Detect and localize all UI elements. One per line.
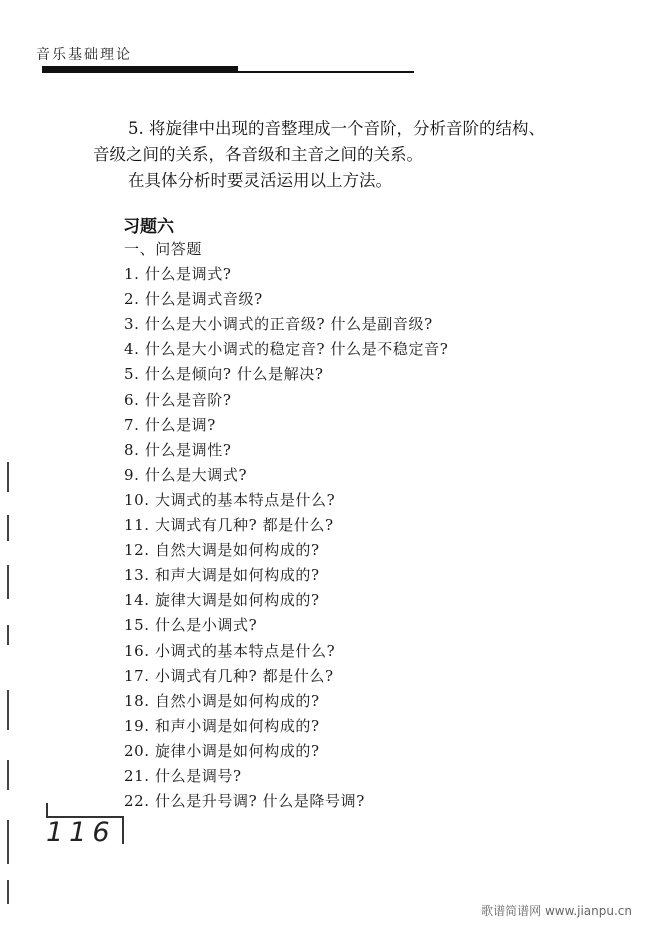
question-item: 5. 什么是倾向? 什么是解决?: [124, 365, 324, 383]
header-rule-thin: [42, 71, 414, 73]
scan-edge-mark: [7, 462, 9, 492]
scan-edge-mark: [7, 625, 9, 645]
question-item: 16. 小调式的基本特点是什么?: [124, 642, 336, 660]
question-item: 21. 什么是调号?: [124, 767, 242, 785]
question-item: 13. 和声大调是如何构成的?: [124, 566, 320, 584]
question-item: 10. 大调式的基本特点是什么?: [124, 491, 336, 509]
scan-edge-mark: [7, 760, 9, 790]
scan-edge-mark: [7, 820, 9, 864]
question-item: 14. 旋律大调是如何构成的?: [124, 591, 320, 609]
question-item: 22. 什么是升号调? 什么是降号调?: [124, 792, 365, 810]
question-item: 20. 旋律小调是如何构成的?: [124, 742, 320, 760]
question-item: 17. 小调式有几种? 都是什么?: [124, 667, 334, 685]
page-corner-tick: [122, 818, 124, 844]
running-header: 音乐基础理论: [36, 47, 132, 63]
question-item: 7. 什么是调?: [124, 416, 216, 434]
question-item: 9. 什么是大调式?: [124, 466, 248, 484]
scan-edge-mark: [7, 880, 9, 904]
question-item: 3. 什么是大小调式的正音级? 什么是副音级?: [124, 315, 433, 333]
question-item: 4. 什么是大小调式的稳定音? 什么是不稳定音?: [124, 340, 449, 358]
scan-edge-mark: [7, 515, 9, 541]
question-item: 2. 什么是调式音级?: [124, 290, 263, 308]
question-item: 11. 大调式有几种? 都是什么?: [124, 516, 334, 534]
question-item: 18. 自然小调是如何构成的?: [124, 692, 320, 710]
section-title: 习题六: [123, 217, 174, 237]
scan-edge-mark: [7, 565, 9, 599]
question-item: 12. 自然大调是如何构成的?: [124, 541, 320, 559]
scan-edge-mark: [7, 690, 9, 730]
section-subtitle: 一、问答题: [124, 240, 203, 258]
question-item: 6. 什么是音阶?: [124, 391, 232, 409]
page-corner-mark: [46, 803, 48, 817]
paragraph-line-1: 5. 将旋律中出现的音整理成一个音阶，分析音阶的结构、: [128, 119, 545, 138]
page-number: 116: [46, 817, 116, 848]
question-item: 15. 什么是小调式?: [124, 616, 258, 634]
paragraph-line-3: 在具体分析时要灵活运用以上方法。: [128, 171, 392, 190]
paragraph-line-2: 音级之间的关系，各音级和主音之间的关系。: [93, 145, 423, 164]
question-item: 8. 什么是调性?: [124, 441, 232, 459]
question-item: 19. 和声小调是如何构成的?: [124, 717, 320, 735]
watermark: 歌谱简谱网 www.jianpu.cn: [481, 904, 632, 918]
question-item: 1. 什么是调式?: [124, 265, 232, 283]
